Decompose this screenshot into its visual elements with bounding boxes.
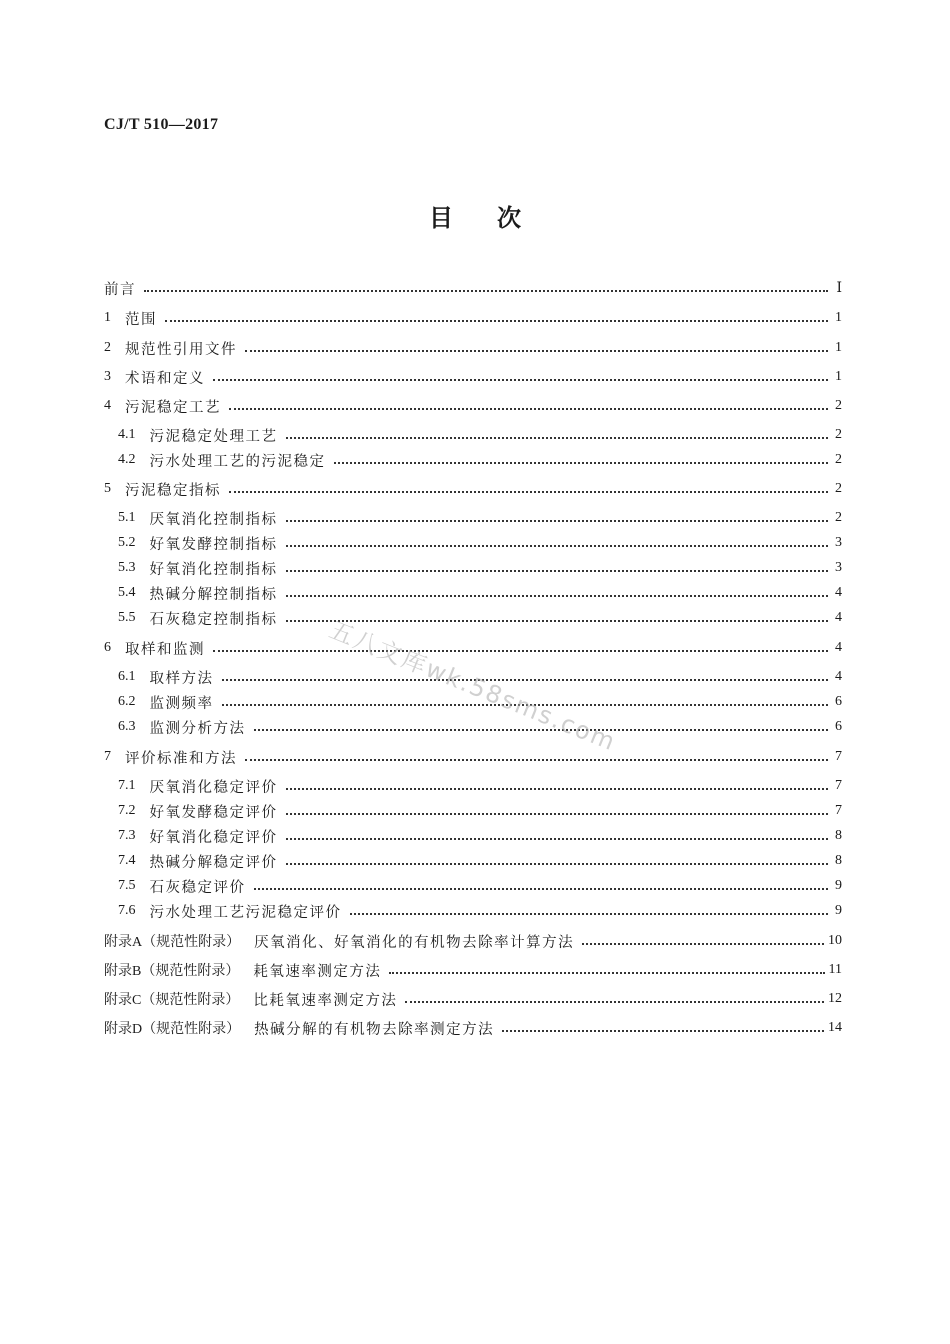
toc-entry-number: 附录D（规范性附录） bbox=[104, 1022, 241, 1037]
toc-entry-number: 7.4 bbox=[118, 853, 136, 868]
toc-leader-dots bbox=[389, 971, 824, 974]
toc-entry-page: 9 bbox=[835, 903, 842, 918]
toc-entry-number: 3 bbox=[104, 369, 111, 384]
toc-entry-title: 厌氧消化控制指标 bbox=[149, 511, 278, 528]
toc-leader-dots bbox=[286, 837, 829, 840]
toc-entry-page: 14 bbox=[828, 1020, 842, 1035]
toc-entry-page: 2 bbox=[835, 427, 842, 442]
toc-entry[interactable] bbox=[104, 929, 842, 953]
toc-entry-number: 5.5 bbox=[118, 610, 136, 625]
toc-entry-number: 7.3 bbox=[118, 828, 136, 843]
toc-entry[interactable] bbox=[118, 799, 842, 823]
toc-entry[interactable] bbox=[104, 365, 842, 389]
toc-entry-number: 6 bbox=[104, 640, 111, 655]
toc-leader-dots bbox=[286, 812, 829, 815]
toc-entry-page: 4 bbox=[835, 585, 842, 600]
toc-entry-number: 附录B（规范性附录） bbox=[104, 964, 240, 979]
toc-entry[interactable] bbox=[104, 958, 842, 982]
toc-entry-title: 污泥稳定处理工艺 bbox=[149, 428, 278, 445]
toc-leader-dots bbox=[213, 378, 828, 381]
toc-entry-number: 附录A（规范性附录） bbox=[104, 935, 241, 950]
toc-entry-title: 范围 bbox=[125, 311, 157, 328]
toc-entry[interactable] bbox=[118, 531, 842, 555]
toc-entry-page: 2 bbox=[835, 398, 842, 413]
toc-entry-page: 3 bbox=[835, 560, 842, 575]
toc-entry-number: 7.1 bbox=[118, 778, 136, 793]
toc-entry-number: 7.6 bbox=[118, 903, 136, 918]
toc-entry-title: 前言 bbox=[104, 281, 136, 298]
toc-entry-title: 厌氧消化稳定评价 bbox=[149, 779, 278, 796]
toc-entry[interactable] bbox=[118, 506, 842, 530]
toc-entry-number: 4 bbox=[104, 398, 111, 413]
toc-entry[interactable] bbox=[104, 336, 842, 360]
toc-leader-dots bbox=[405, 1000, 824, 1003]
toc-entry-title: 规范性引用文件 bbox=[125, 341, 237, 358]
toc-entry[interactable] bbox=[118, 874, 842, 898]
toc-leader-dots bbox=[334, 461, 829, 464]
toc-entry-title: 好氧消化控制指标 bbox=[149, 561, 278, 578]
toc-entry-title: 污泥稳定工艺 bbox=[125, 399, 221, 416]
toc-entry-page: 3 bbox=[835, 535, 842, 550]
toc-leader-dots bbox=[144, 289, 828, 292]
toc-leader-dots bbox=[502, 1029, 824, 1032]
toc-entry-page: 7 bbox=[835, 778, 842, 793]
toc-entry-page: 2 bbox=[835, 452, 842, 467]
toc-entry-page: 8 bbox=[835, 828, 842, 843]
toc-entry[interactable] bbox=[104, 636, 842, 660]
toc-entry-title: 取样方法 bbox=[149, 670, 214, 687]
toc-entry-title: 石灰稳定控制指标 bbox=[149, 611, 278, 628]
toc-leader-dots bbox=[222, 678, 829, 681]
toc-entry[interactable] bbox=[118, 606, 842, 630]
toc-entry-page: 2 bbox=[835, 510, 842, 525]
toc-entry-number: 5.4 bbox=[118, 585, 136, 600]
toc-entry-title: 术语和定义 bbox=[125, 370, 205, 387]
toc-entry-page: 10 bbox=[828, 933, 842, 948]
toc-entry-page: 12 bbox=[828, 991, 842, 1006]
toc-entry[interactable] bbox=[104, 1016, 842, 1040]
toc-entry[interactable] bbox=[104, 276, 842, 300]
toc-entry-number: 7.5 bbox=[118, 878, 136, 893]
toc-entry-number: 4.1 bbox=[118, 427, 136, 442]
toc-entry-title: 好氧发酵稳定评价 bbox=[149, 804, 278, 821]
toc-entry-title: 热碱分解的有机物去除率测定方法 bbox=[254, 1021, 495, 1038]
toc-entry-title: 污水处理工艺污泥稳定评价 bbox=[149, 904, 342, 921]
toc-entry-title: 热碱分解稳定评价 bbox=[149, 854, 278, 871]
toc-entry[interactable] bbox=[104, 987, 842, 1011]
toc-entry[interactable] bbox=[118, 556, 842, 580]
toc-leader-dots bbox=[350, 912, 829, 915]
toc-entry-page: 1 bbox=[835, 369, 842, 384]
toc-entry[interactable] bbox=[118, 581, 842, 605]
toc-entry-title: 好氧消化稳定评价 bbox=[149, 829, 278, 846]
toc-leader-dots bbox=[213, 649, 828, 652]
toc-entry[interactable] bbox=[118, 715, 842, 739]
toc-entry-number: 4.2 bbox=[118, 452, 136, 467]
toc-entry-title: 好氧发酵控制指标 bbox=[149, 536, 278, 553]
toc-entry-title: 石灰稳定评价 bbox=[149, 879, 246, 896]
toc-entry-number: 7 bbox=[104, 749, 111, 764]
toc-entry-page: 8 bbox=[835, 853, 842, 868]
toc-entry-page: 7 bbox=[835, 749, 842, 764]
toc-entry-page: Ⅰ bbox=[836, 280, 842, 296]
toc-entry[interactable] bbox=[118, 899, 842, 923]
toc-entry-number: 6.1 bbox=[118, 669, 136, 684]
toc-entry-number: 附录C（规范性附录） bbox=[104, 993, 240, 1008]
toc-leader-dots bbox=[245, 349, 828, 352]
toc-entry-number: 5.2 bbox=[118, 535, 136, 550]
toc-leader-dots bbox=[165, 319, 828, 322]
toc-leader-dots bbox=[229, 490, 828, 493]
toc-leader-dots bbox=[582, 942, 824, 945]
toc-entry-number: 7.2 bbox=[118, 803, 136, 818]
page-title: 目次 bbox=[429, 203, 565, 232]
toc-entry-number: 5 bbox=[104, 481, 111, 496]
document-code: CJ/T 510—2017 bbox=[104, 116, 219, 133]
toc-leader-dots bbox=[286, 787, 829, 790]
toc-entry-page: 4 bbox=[835, 610, 842, 625]
toc-entry-number: 6.2 bbox=[118, 694, 136, 709]
toc-entry-page: 1 bbox=[835, 310, 842, 325]
toc-leader-dots bbox=[286, 594, 829, 597]
toc-entry[interactable] bbox=[118, 824, 842, 848]
toc-entry-number: 1 bbox=[104, 310, 111, 325]
toc-entry-title: 耗氧速率测定方法 bbox=[253, 963, 382, 980]
toc-leader-dots bbox=[286, 519, 829, 522]
toc-entry-title: 取样和监测 bbox=[125, 641, 205, 658]
toc-entry-title: 污泥稳定指标 bbox=[125, 482, 221, 499]
toc-entry[interactable] bbox=[104, 306, 842, 330]
toc-leader-dots bbox=[254, 887, 829, 890]
watermark: 五八文库wk.58sms.com bbox=[325, 615, 621, 757]
toc-entry-title: 热碱分解控制指标 bbox=[149, 586, 278, 603]
toc-leader-dots bbox=[286, 569, 829, 572]
toc-leader-dots bbox=[286, 544, 829, 547]
toc-entry-title: 污水处理工艺的污泥稳定 bbox=[149, 453, 326, 470]
toc-entry[interactable] bbox=[118, 774, 842, 798]
toc-entry[interactable] bbox=[118, 849, 842, 873]
toc-entry-title: 厌氧消化、好氧消化的有机物去除率计算方法 bbox=[254, 934, 575, 951]
toc-entry[interactable] bbox=[118, 448, 842, 472]
toc-entry-page: 6 bbox=[835, 694, 842, 709]
toc-entry[interactable] bbox=[104, 394, 842, 418]
toc-entry-page: 6 bbox=[835, 719, 842, 734]
toc-entry-page: 2 bbox=[835, 481, 842, 496]
toc-entry[interactable] bbox=[118, 423, 842, 447]
toc-entry[interactable] bbox=[104, 745, 842, 769]
toc-entry-title: 监测频率 bbox=[149, 695, 214, 712]
toc-leader-dots bbox=[245, 758, 828, 761]
toc-entry-page: 4 bbox=[835, 640, 842, 655]
toc-entry-title: 监测分析方法 bbox=[149, 720, 246, 737]
toc-entry-page: 7 bbox=[835, 803, 842, 818]
toc-entry-number: 6.3 bbox=[118, 719, 136, 734]
toc-entry-title: 比耗氧速率测定方法 bbox=[253, 992, 398, 1009]
toc-entry[interactable] bbox=[104, 477, 842, 501]
toc-entry-number: 2 bbox=[104, 340, 111, 355]
toc-entry-number: 5.3 bbox=[118, 560, 136, 575]
toc-entry-title: 评价标准和方法 bbox=[125, 750, 237, 767]
toc-entry-number: 5.1 bbox=[118, 510, 136, 525]
toc-leader-dots bbox=[286, 862, 829, 865]
toc-entry-page: 1 bbox=[835, 340, 842, 355]
toc-leader-dots bbox=[286, 436, 829, 439]
toc-entry-page: 9 bbox=[835, 878, 842, 893]
toc-entry-page: 4 bbox=[835, 669, 842, 684]
toc-entry-page: 11 bbox=[828, 962, 842, 977]
toc-leader-dots bbox=[229, 407, 828, 410]
